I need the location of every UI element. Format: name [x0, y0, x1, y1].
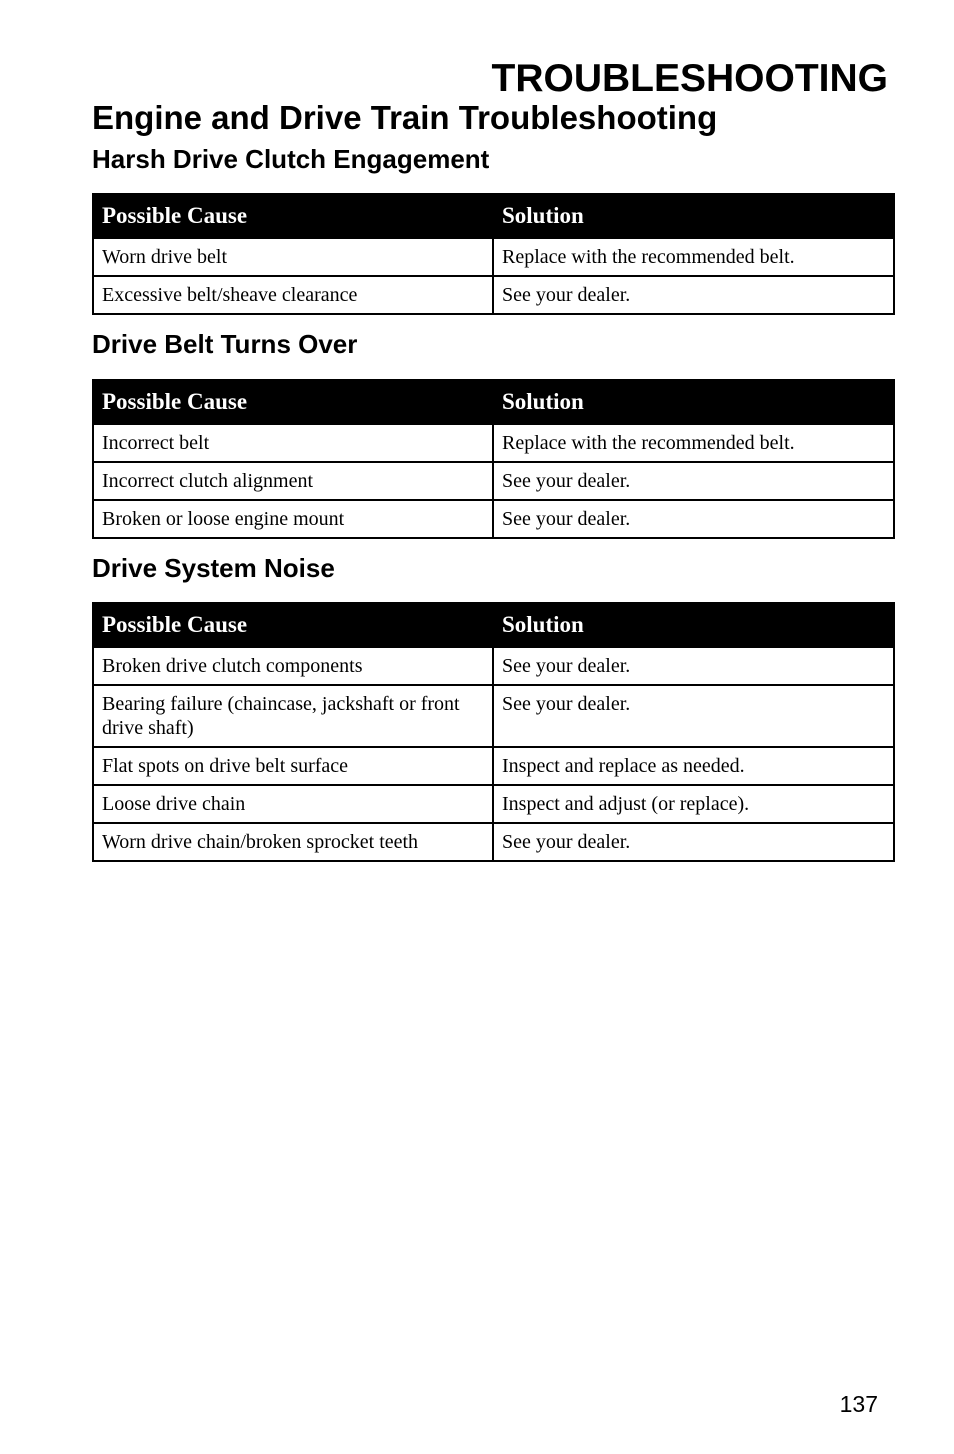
table-row [93, 747, 894, 785]
table-row [93, 424, 894, 462]
table-row [93, 500, 894, 538]
cause-cell: Flat spots on drive belt surface [93, 747, 493, 785]
table-header-row [93, 603, 894, 647]
column-header-solution: Solution [493, 603, 894, 647]
solution-cell: Replace with the recommended belt. [493, 238, 894, 276]
column-header-solution: Solution [493, 380, 894, 424]
troubleshooting-table-drive-system-noise [92, 602, 895, 862]
column-header-cause: Possible Cause [93, 194, 493, 238]
solution-cell: Inspect and adjust (or replace). [493, 785, 894, 823]
table-row [93, 785, 894, 823]
cause-cell: Broken drive clutch components [93, 647, 493, 685]
section-title: Engine and Drive Train Troubleshooting [92, 99, 718, 136]
cause-cell: Incorrect belt [93, 424, 493, 462]
cause-cell: Worn drive chain/broken sprocket teeth [93, 823, 493, 861]
cause-cell: Excessive belt/sheave clearance [93, 276, 493, 314]
table-row [93, 685, 894, 747]
solution-cell: See your dealer. [493, 276, 894, 314]
table-header-row [93, 194, 894, 238]
solution-cell: See your dealer. [493, 500, 894, 538]
column-header-solution: Solution [493, 194, 894, 238]
table-title-drive-system-noise: Drive System Noise [92, 553, 335, 583]
table-row [93, 238, 894, 276]
column-header-cause: Possible Cause [93, 603, 493, 647]
solution-cell: Replace with the recommended belt. [493, 424, 894, 462]
solution-cell: See your dealer. [493, 823, 894, 861]
cause-cell: Bearing failure (chaincase, jackshaft or front drive shaft) [93, 685, 493, 747]
table-row [93, 462, 894, 500]
table-title-drive-belt-turns-over: Drive Belt Turns Over [92, 329, 358, 359]
solution-cell: See your dealer. [493, 647, 894, 685]
table-title-harsh-drive-clutch: Harsh Drive Clutch Engagement [92, 144, 490, 174]
cause-cell: Incorrect clutch alignment [93, 462, 493, 500]
solution-cell: Inspect and replace as needed. [493, 747, 894, 785]
column-header-cause: Possible Cause [93, 380, 493, 424]
table-row [93, 647, 894, 685]
solution-cell: See your dealer. [493, 462, 894, 500]
troubleshooting-table-drive-belt-turns-over [92, 379, 895, 539]
table-row [93, 823, 894, 861]
troubleshooting-table-harsh-drive-clutch [92, 193, 895, 315]
page-header: TROUBLESHOOTING [491, 57, 888, 100]
page-number: 137 [839, 1391, 878, 1417]
table-header-row [93, 380, 894, 424]
solution-cell: See your dealer. [493, 685, 894, 747]
cause-cell: Worn drive belt [93, 238, 493, 276]
cause-cell: Loose drive chain [93, 785, 493, 823]
cause-cell: Broken or loose engine mount [93, 500, 493, 538]
table-row [93, 276, 894, 314]
